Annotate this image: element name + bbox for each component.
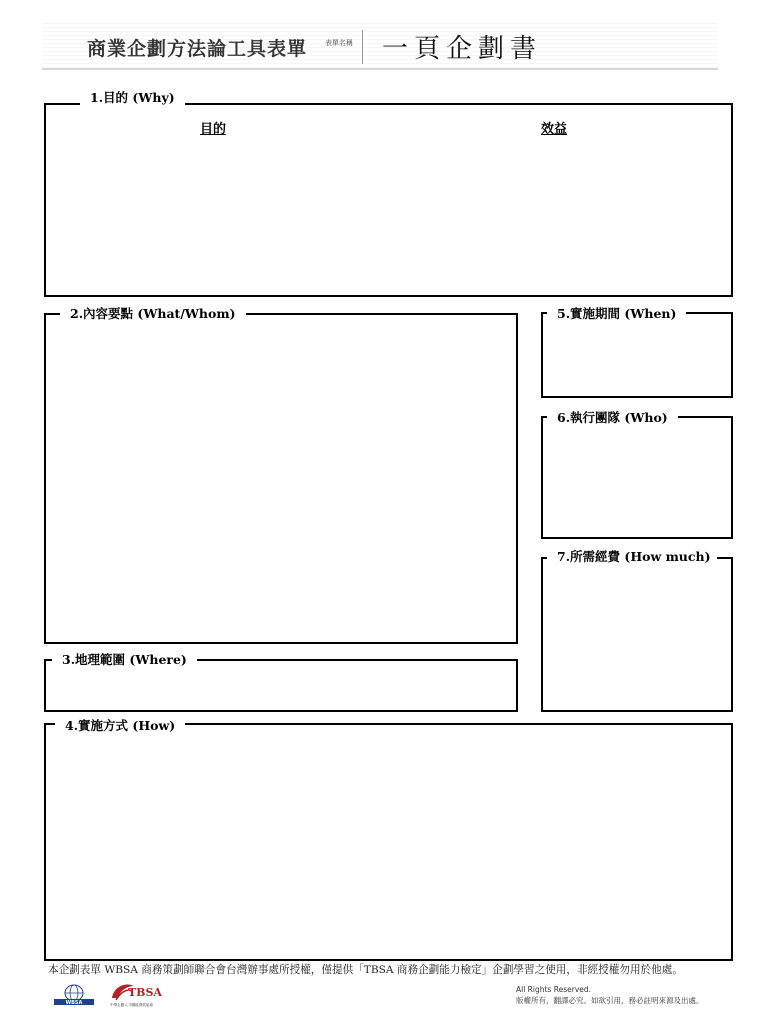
where-label: 3.地理範圍 (Where) [52,652,197,668]
benefit-column-header: 效益 [541,122,568,137]
header-divider [362,30,363,64]
series-title: 商業企劃方法論工具表單 [87,38,308,60]
globe-logo-icon [52,984,96,1006]
who-label: 6.執行團隊 (Who) [547,410,678,426]
when-box[interactable] [541,312,733,398]
why-box[interactable] [44,103,733,297]
license-note: 本企劃表單 WBSA 商務策劃師聯合會台灣辦事處所授權，僅提供「TBSA 商務企劃能力檢定」企劃學習之使用，非經授權勿用於他處。 [48,964,683,976]
document-title: 一頁企劃書 [382,34,543,64]
rights-statement [516,984,704,1006]
rights-zh: 版權所有，翻譯必究。如欲引用，務必註明來源及出處。 [516,996,704,1005]
wbsa-logo-text: WBSA [65,1000,83,1006]
why-label: 1.目的 (Why) [80,90,185,106]
how-much-box[interactable] [541,557,733,712]
who-box[interactable] [541,416,733,539]
page-header [42,22,718,70]
purpose-column-header: 目的 [200,122,227,137]
how-label: 4.實施方式 (How) [55,718,185,734]
what-label: 2.內容要點 (What/Whom) [60,306,246,322]
what-top-border-segment [272,313,518,315]
when-label: 5.實施期間 (When) [547,306,686,322]
how-much-label: 7.所需經費 (How much) [547,549,717,565]
how-box[interactable] [44,723,733,961]
tbsa-logo-text: TBSA [128,986,162,999]
tbsa-logo-subtext: 中華企劃人才職能發展協會 [110,1003,154,1007]
tbsa-logo-icon [108,980,180,1008]
what-box[interactable] [44,313,518,644]
form-name-tag: 表單名稱 [325,39,353,47]
rights-en: All Rights Reserved. [516,985,592,994]
